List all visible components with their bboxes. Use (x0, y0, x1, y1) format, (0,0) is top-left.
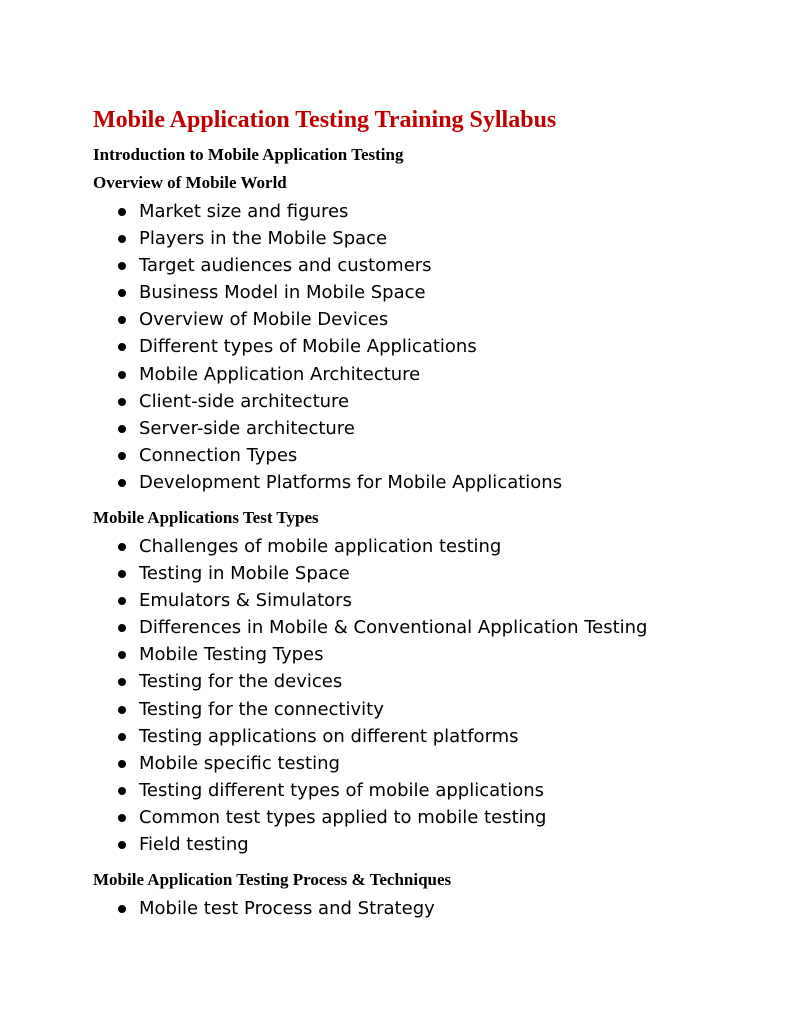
bullet-icon (118, 425, 126, 433)
bullet-icon (118, 905, 126, 913)
bullet-icon (118, 678, 126, 686)
bullet-icon (118, 543, 126, 551)
bullet-icon (118, 624, 126, 632)
bullet-icon (118, 733, 126, 741)
intro-heading: Introduction to Mobile Application Testing (93, 145, 404, 164)
bullet-icon (118, 262, 126, 270)
bullet-icon (118, 706, 126, 714)
bullet-icon (118, 597, 126, 605)
bullet-icon (118, 208, 126, 216)
bullet-icon (118, 814, 126, 822)
document-page: Mobile Application Testing Training Syllabus Introduction to Mobile Application Testing Overview of Mobile World Market size and figures Players in the Mobile Space Target audiences and customers Business Model in Mobile Space Overview of Mobile Devices Different types of Mobile Applications Mobile Application Architecture Client-side architecture Server-side architecture Connection Types Development Platforms for Mobile Applications Mobile Applications Test Types Challenges of mobile application testing Testing in Mobile Space Emulators & Simulators Differences in Mobile & Conventional Application Testing Mobile Testing Types Testing for the devices Testing for the connectivity Testing applications on different platforms Mobile specific testing Testing different types of mobile applications Common test types applied to mobile testing Field testing Mobile Application Testing Process & Techniques Mobile test Process and Strategy (0, 0, 791, 1024)
bullet-icon (118, 787, 126, 795)
document-title: Mobile Application Testing Training Syllabus (93, 107, 557, 133)
bullet-icon (118, 343, 126, 351)
section-heading-overview: Overview of Mobile World (93, 173, 287, 192)
bullet-icon (118, 235, 126, 243)
bullet-icon (118, 316, 126, 324)
bullet-icon (118, 651, 126, 659)
section-heading-process: Mobile Application Testing Process & Techniques (93, 870, 452, 889)
section-heading-test-types: Mobile Applications Test Types (93, 508, 319, 527)
bullet-icon (118, 398, 126, 406)
bullet-icon (118, 289, 126, 297)
bullet-icon (118, 371, 126, 379)
bullet-icon (118, 760, 126, 768)
bullet-icon (118, 479, 126, 487)
bullet-icon (118, 841, 126, 849)
bullet-icon (118, 570, 126, 578)
bullet-icon (118, 452, 126, 460)
